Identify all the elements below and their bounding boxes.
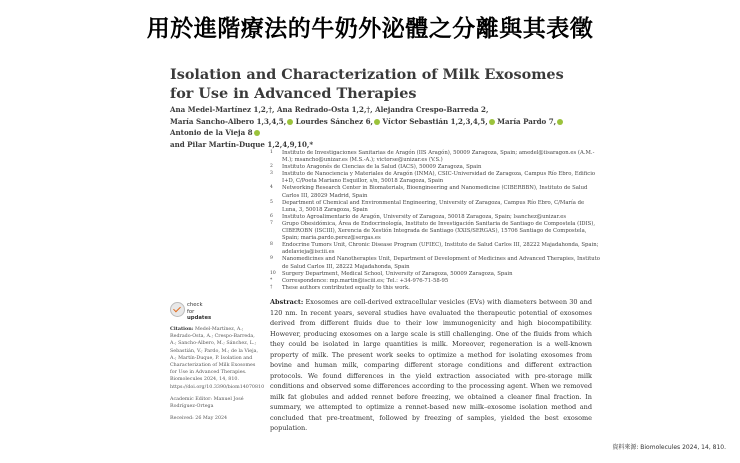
orcid-icon[interactable] (489, 119, 495, 125)
affiliation: 9 Nanomedicines and Nanotherapies Unit, Department of Development of Medicines and Advanced Therapies, Instituto de Salud Carlos III, 28222 Majadahonda, Spain (270, 256, 600, 270)
author: Víctor Sebastián 1,2,3,4,5, (383, 117, 495, 126)
abstract: Abstract: Exosomes are cell-derived extracellular vesicles (EVs) with diameters between 30 and 120 nm. In recent years, several studies have evaluated the therapeutic potential of exosomes derived from different fluids due to their low immunogenicity and high biocompatibility. However, producing exosomes on a large scale is still challenging. One of the fluids from which they could be isolated in large quantities is milk. Moreover, regeneration is a well-known property of milk. The present work seeks to optimize a method for isolating exosomes from bovine and human milk, comparing different storage conditions and different extraction protocols. We found differences in the yield extraction associated with pre-storage milk conditions and observed some differences according to the processing agent. When we removed milk fat globules and added rennet before freezing, we obtained a cleaner final fraction. In summary, we attempted to optimize a rennet-based new milk–exosome isolation method and concluded that pre-treatment, followed by freezing of samples, yielded the best exosome population. (270, 298, 592, 432)
correspondence: * Correspondence: mp.martin@isciii.es; Tel.: +34-976-71-58-95 (270, 277, 449, 284)
received-date: Received: 26 May 2024 (170, 416, 228, 422)
academic-editor: Academic Editor: Manuel José Rodríguez-Ortega (170, 396, 244, 410)
citation-sidebar (170, 326, 265, 427)
author-list (170, 104, 590, 150)
affiliation: 2 Instituto Aragonés de Ciencias de la Salud (IACS), 50009 Zaragoza, Spain (270, 164, 482, 171)
paper-title: Isolation and Characterization of Milk Exosomes for Use in Advanced Therapies (170, 66, 564, 102)
affiliation: 5 Department of Chemical and Environmental Engineering, University of Zaragoza, Campus Río Ebro, C/María de Luna, 3, 50018 Zaragoza, Spain (270, 199, 585, 213)
affiliation: 4 Networking Research Center in Biomaterials, Bioengineering and Nanomedicine (CIBERBBN), Instituto de Salud Carlos III, 28029 Madrid, Spain (270, 185, 588, 199)
author: Lourdes Sánchez 6, (296, 117, 380, 126)
orcid-icon[interactable] (557, 119, 563, 125)
orcid-icon[interactable] (374, 119, 380, 125)
author: Ana Redrado-Osta 1,2,†, (277, 105, 373, 114)
orcid-icon[interactable] (287, 119, 293, 125)
author: and Pilar Martín-Duque 1,2,4,9,10,* (170, 139, 314, 149)
author: Ana Medel-Martínez 1,2,†, (170, 105, 275, 114)
affiliation: 10 Surgery Department, Medical School, University of Zaragoza, 50009 Zaragoza, Spain (270, 270, 513, 277)
affiliation: 7 Grupo Obesidómica, Área de Endocrinología, Instituto de Investigación Sanitaria de Santiago de Compostela (IDIS), CIBEROBN (ISCIII), Xerencia de Xestión Integrada de Santiago (XXIS/SERGAS), 15706 Santiago de Compostela, Spain; maria.pardo.perez@sergas.es (270, 220, 596, 242)
citation-block: Citation: Medel-Martínez, A.; Redrado-Osta, A.; Crespo-Barreda, A.; Sancho-Albero, M.; Sánchez, L.; Sebastián, V.; Pardo, M.; de la Vieja, A.; Martín-Duque, P. Isolation and Characterization of Milk Exosomes for Use in Advanced Therapies. Biomolecules 2024, 14, 810. https://doi.org/10.3390/biom14070810 (170, 326, 265, 390)
author: Antonio de la Vieja 8 (170, 128, 260, 137)
author: María Sancho-Albero 1,3,4,5, (170, 117, 293, 126)
slide-title: 用於進階療法的牛奶外泌體之分離與其表徵 (146, 16, 594, 42)
affiliation: 8 Endocrine Tumors Unit, Chronic Disease Program (UFIEC), Instituto de Salud Carlos III, 28222 Majadahonda, Spain; adelavieja@isciii.es (270, 242, 599, 256)
author: Alejandra Crespo-Barreda 2, (375, 105, 489, 114)
source-note: 資料來源: Biomolecules 2024, 14, 810. (612, 444, 726, 451)
orcid-icon[interactable] (254, 130, 260, 136)
affiliation-list (270, 150, 600, 292)
equal-contribution-note: † These authors contributed equally to this work. (270, 284, 410, 291)
author: María Pardo 7, (497, 117, 563, 126)
affiliation: 6 Instituto Agroalimentario de Aragón, University of Zaragoza, 50018 Zaragoza, Spain; lsanchez@unizar.es (270, 213, 567, 220)
paper-page (158, 54, 598, 456)
affiliation: 1 Instituto de Investigaciones Sanitarias de Aragón (IIS Aragón), 50009 Zaragoza, Spain; amedel@iisaragon.es (A.M.-M.); msancho@unizar.es (M.S.-A.); victorse@unizar.es (V.S.) (270, 150, 595, 164)
check-for-updates-badge[interactable]: check for updates (170, 301, 210, 317)
check-updates-icon (170, 302, 185, 317)
affiliation: 3 Instituto de Nanociencia y Materiales de Aragón (INMA), CSIC-Universidad de Zaragoza, Campus Río Ebro, Edificio I+D, C/Poeta Mariano Esquillor, s/n, 50018 Zaragoza, Spain (270, 171, 596, 185)
